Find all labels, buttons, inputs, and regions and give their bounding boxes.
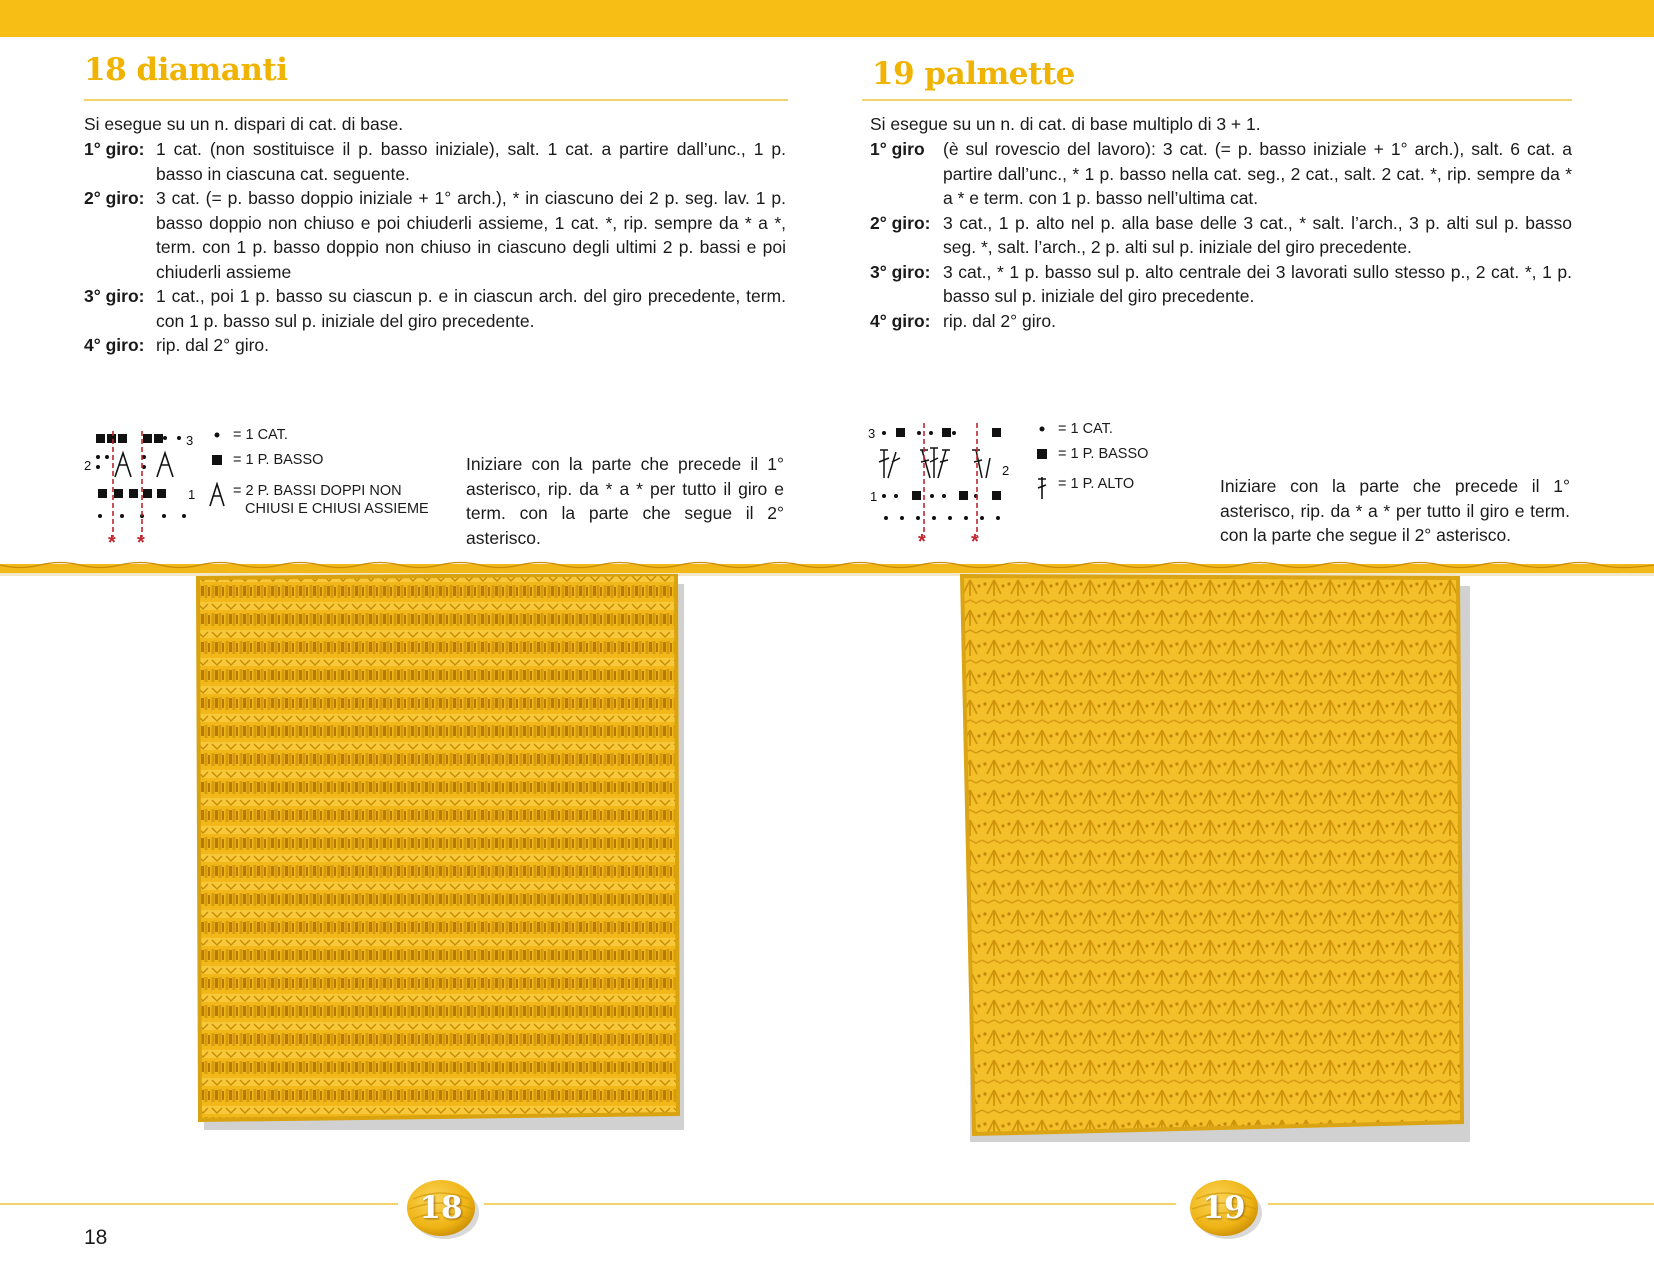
row-text: 1 cat. (non sostituisce il p. basso iniziale), salt. 1 cat. a partire dall’unc., 1 p. basso in ciascuna cat. seguente. — [156, 139, 786, 184]
row-text: 1 cat., poi 1 p. basso su ciascun p. e in ciascun arch. del giro precedente, term. con 1 p. basso sul p. iniziale del giro precedente. — [156, 286, 786, 331]
legend-text: = 2 P. BASSI DOPPI NON — [233, 483, 402, 499]
legend-item — [205, 482, 429, 518]
diagram-row-number: 2 — [84, 458, 92, 473]
right-note: Iniziare con la parte che precede il 1° asterisco, rip. da * a * per tutto il giro e term. con la parte che segue il 2° asterisco. — [1220, 476, 1570, 545]
legend-text: = 1 P. ALTO — [1058, 476, 1135, 492]
square-icon — [1030, 445, 1054, 463]
right-stitch-diagram — [864, 418, 1014, 550]
right-row-1 — [870, 137, 1572, 211]
left-swatch-photo — [196, 574, 690, 1136]
right-swatch-photo — [958, 574, 1478, 1144]
legend-item — [205, 451, 323, 469]
double-stitch-icon — [205, 482, 229, 508]
left-row-3 — [84, 284, 786, 333]
diagram-row-number: 3 — [868, 426, 876, 441]
left-intro: Si esegue su un n. dispari di cat. di base. — [84, 114, 404, 134]
row-text: (è sul rovescio del lavoro): 3 cat. (= p. basso iniziale + 1° arch.), salt. 6 cat. a partire dall’unc., * 1 p. basso nella cat. seg., 2 cat., salt. 2 cat. *, rip. sempre da * a * e term. con 1 p. basso nell’ultima cat. — [943, 139, 1572, 208]
tall-stitch-icon — [1030, 475, 1054, 501]
legend-text: = 1 CAT. — [233, 427, 288, 443]
diagram-row-number: 1 — [870, 489, 878, 504]
pattern-number: 18 — [419, 1190, 463, 1226]
row-label: 2° giro: — [84, 188, 145, 208]
legend-text: = 1 P. BASSO — [1058, 446, 1149, 462]
right-row-2 — [870, 211, 1572, 260]
row-label: 4° giro: — [84, 335, 145, 355]
left-note: Iniziare con la parte che precede il 1° asterisco, rip. da * a * per tutto il giro e term. con la parte che segue il 2° asterisco. — [466, 454, 784, 548]
diagram-row-number: 3 — [186, 433, 194, 448]
left-row-1 — [84, 137, 786, 186]
left-pattern-title: 18 diamanti — [84, 52, 288, 88]
page-number: 18 — [84, 1226, 108, 1249]
legend-text: = 1 CAT. — [1058, 421, 1113, 437]
asterisk-marker: * — [971, 531, 979, 550]
legend-item — [1030, 445, 1148, 463]
right-instructions — [870, 137, 1572, 333]
right-pattern-title: 19 palmette — [872, 56, 1075, 92]
dot-icon — [205, 426, 229, 444]
diagram-row-number: 2 — [1002, 463, 1010, 478]
legend-item — [1030, 420, 1113, 438]
row-label: 1° giro — [870, 139, 925, 159]
left-yarn-ball-badge — [403, 1177, 479, 1239]
row-label: 3° giro: — [84, 286, 145, 306]
diagram-row-number: 1 — [188, 487, 196, 502]
right-title-divider — [862, 99, 1572, 101]
legend-item — [1030, 475, 1134, 501]
row-label: 1° giro: — [84, 139, 145, 159]
left-instructions — [84, 137, 786, 358]
right-bottom-divider — [1268, 1203, 1654, 1205]
right-legend — [1030, 420, 1230, 500]
right-intro: Si esegue su un n. di cat. di base multiplo di 3 + 1. — [870, 114, 1261, 134]
row-text: rip. dal 2° giro. — [156, 335, 270, 355]
legend-text: = 1 P. BASSO — [233, 452, 324, 468]
row-text: 3 cat., * 1 p. basso sul p. alto centrale dei 3 lavorati sullo stesso p., 2 cat. *, 1 p. basso sul p. iniziale del giro precedente. — [943, 261, 1572, 306]
legend-item — [205, 426, 288, 444]
row-label: 4° giro: — [870, 310, 931, 331]
pattern-number: 19 — [1202, 1190, 1246, 1226]
right-row-3 — [870, 260, 1572, 309]
left-legend — [205, 426, 435, 516]
row-text: 3 cat., 1 p. alto nel p. alla base delle 3 cat., * salt. l’arch., 3 p. alti sul p. basso seg. *, salt. l’arch., 2 p. alti sul p. iniziale del giro precedente. — [943, 212, 1572, 257]
legend-text-block — [229, 482, 429, 518]
dot-icon — [1030, 420, 1054, 438]
row-text: rip. dal 2° giro. — [943, 310, 1057, 331]
legend-text: CHIUSI E CHIUSI ASSIEME — [245, 501, 429, 517]
left-stitch-diagram — [82, 425, 212, 550]
square-icon — [205, 451, 229, 469]
row-label: 3° giro: — [870, 261, 931, 282]
row-label: 2° giro: — [870, 212, 931, 233]
asterisk-marker: * — [918, 531, 926, 550]
row-text: 3 cat. (= p. basso doppio iniziale + 1° arch.), * in ciascuno dei 2 p. seg. lav. 1 p. basso doppio non chiuso e poi chiuderli assieme, 1 cat. *, rip. sempre da * a *, term. con 1 p. basso doppio non chiuso in ciascuno degli ultimi 2 p. bassi e poi chiuderli assieme — [156, 188, 786, 282]
left-bottom-divider — [0, 1203, 398, 1205]
asterisk-marker: * — [137, 532, 145, 550]
top-accent-bar — [0, 0, 1654, 37]
left-row-2 — [84, 186, 786, 284]
center-bottom-divider — [484, 1203, 1176, 1205]
right-yarn-ball-badge — [1186, 1177, 1262, 1239]
left-row-4 — [84, 333, 786, 358]
right-row-4 — [870, 309, 1572, 334]
asterisk-marker: * — [108, 532, 116, 550]
left-title-divider — [84, 99, 788, 101]
